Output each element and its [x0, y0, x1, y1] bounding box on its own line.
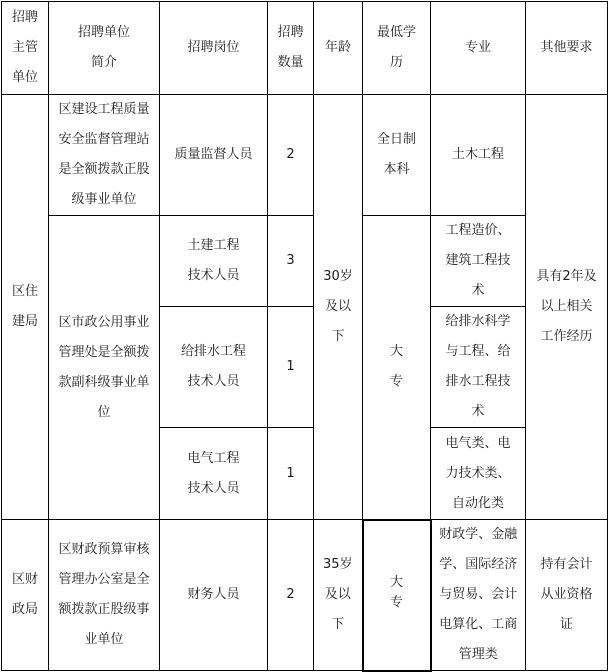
major-cell: 给排水科学 与工程、给 排水工程技 术 — [431, 307, 526, 428]
header-row — [2, 2, 608, 95]
unit-description-cell: 区财政预算审核 管理办公室是全 额拨款正股级事 业单位 — [49, 520, 160, 671]
header-unit: 招聘单位 简介 — [49, 2, 160, 95]
dept-name-cell: 区住 建局 — [2, 95, 49, 520]
position-cell: 给排水工程 技术人员 — [160, 307, 268, 428]
position-cell: 电气工程 技术人员 — [160, 428, 268, 520]
table-row — [2, 216, 608, 307]
count-cell: 1 — [268, 307, 314, 428]
unit-description-cell: 区建设工程质量 安全监督管理站 是全额拨款正股 级事业单位 — [49, 95, 160, 216]
education-cell: 大 专 — [363, 216, 431, 520]
education-cell: 大 专 — [363, 520, 431, 671]
major-cell: 财政学、金融 学、国际经济 与贸易、会计 电算化、工商 管理类 — [431, 520, 526, 671]
table-row — [2, 95, 608, 216]
age-cell: 30岁 及以 下 — [314, 95, 363, 520]
header-education: 最低学 历 — [363, 2, 431, 95]
recruitment-table — [1, 1, 608, 672]
other-requirements-cell: 具有2年及 以上相关 工作经历 — [526, 95, 608, 520]
age-cell: 35岁 及以 下 — [314, 520, 363, 671]
header-position: 招聘岗位 — [160, 2, 268, 95]
dept-name-cell: 区财 政局 — [2, 520, 49, 671]
education-cell: 全日制 本科 — [363, 95, 431, 216]
count-cell: 1 — [268, 428, 314, 520]
header-dept: 招聘 主管 单位 — [2, 2, 49, 95]
major-cell: 工程造价、 建筑工程技 术 — [431, 216, 526, 307]
count-cell: 2 — [268, 520, 314, 671]
count-cell: 3 — [268, 216, 314, 307]
other-requirements-cell: 持有会计 从业资格 证 — [526, 520, 608, 671]
count-cell: 2 — [268, 95, 314, 216]
header-age: 年龄 — [314, 2, 363, 95]
unit-description-cell: 区市政公用事业 管理处是全额拨 款副科级事业单 位 — [49, 216, 160, 520]
header-other: 其他要求 — [526, 2, 608, 95]
table-row — [2, 520, 608, 671]
position-cell: 财务人员 — [160, 520, 268, 671]
header-count: 招聘 数量 — [268, 2, 314, 95]
major-cell: 电气类、电 力技术类、 自动化类 — [431, 428, 526, 520]
header-major: 专业 — [431, 2, 526, 95]
position-cell: 质量监督人员 — [160, 95, 268, 216]
position-cell: 土建工程 技术人员 — [160, 216, 268, 307]
major-cell: 土木工程 — [431, 95, 526, 216]
